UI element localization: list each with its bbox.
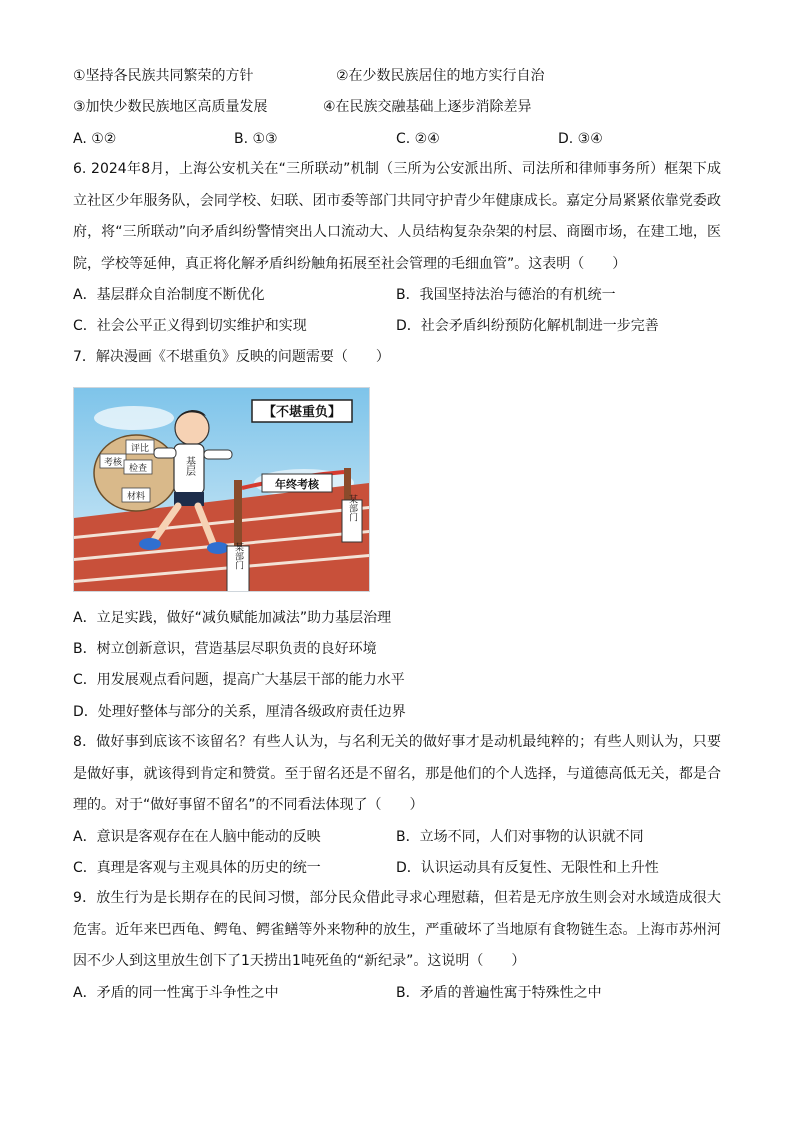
sign-right: 某部门 (347, 494, 357, 522)
bag-word-3: 检查 (128, 464, 148, 474)
q8-choice-b: B．立场不同，人们对事物的认识就不同 (396, 829, 644, 845)
q7-choice-d: D．处理好整体与部分的关系，厘清各级政府责任边界 (73, 704, 406, 720)
q6-choice-a: A．基层群众自治制度不断优化 (73, 287, 265, 303)
q8-choice-a: A．意识是客观存在在人脑中能动的反映 (73, 829, 321, 845)
cartoon-illustration (74, 388, 369, 591)
q5-option-2: ②在少数民族居住的地方实行自治 (336, 68, 545, 84)
q7-choice-a: A．立足实践，做好“减负赋能加减法”助力基层治理 (73, 610, 392, 626)
q6-choice-d: D．社会矛盾纠纷预防化解机制进一步完善 (396, 318, 659, 334)
q5-choice-a: A. ①② (73, 131, 117, 147)
q5-choice-c: C. ②④ (396, 131, 440, 147)
bag-word-2: 考核 (103, 458, 123, 468)
q6-choice-b: B．我国坚持法治与德治的有机统一 (396, 287, 616, 303)
cartoon-image (73, 387, 370, 592)
q9-choice-b: B．矛盾的普遍性寓于特殊性之中 (396, 985, 602, 1001)
q7-choice-b: B．树立创新意识，营造基层尽职负责的良好环境 (73, 641, 377, 657)
q5-choice-d: D. ③④ (558, 131, 603, 147)
bag-word-1: 评比 (130, 444, 150, 454)
q9-choice-a: A．矛盾的同一性寓于斗争性之中 (73, 985, 279, 1001)
q5-option-3: ③加快少数民族地区高质量发展 (73, 99, 268, 115)
q9-stem: 9．放生行为是长期存在的民间习惯，部分民众借此寻求心理慰藉，但若是无序放生则会对水域造成很大危害。近年来巴西龟、鳄龟、鳄雀鳝等外来物种的放生，严重破坏了当地原有食物链生态。上海市苏州河因不少人到这里放生创下了1天捞出1吨死鱼的“新纪录”。这说明（ ） (73, 890, 721, 969)
bag-word-4: 材料 (126, 492, 146, 502)
q6-stem: 6. 2024年8月，上海公安机关在“三所联动”机制（三所为公安派出所、司法所和律师事务所）框架下成立社区少年服务队，会同学校、妇联、团市委等部门共同守护青少年健康成长。嘉定分局紧紧依靠党委政府，将“三所联动”向矛盾纠纷警情突出人口流动大、人员结构复杂杂架的村层、商圈市场，在建工地，医院，学校等延伸，真正将化解矛盾纠纷触角拓展至社会管理的毛细血管”。这表明（ ） (73, 161, 721, 272)
q6-choice-c: C．社会公平正义得到切实维护和实现 (73, 318, 307, 334)
q8-stem: 8．做好事到底该不该留名？有些人认为，与名利无关的做好事才是动机最纯粹的；有些人则认为，只要是做好事，就该得到肯定和赞赏。至于留名还是不留名，那是他们的个人选择，与道德高低无关，都是合理的。对于“做好事留不留名”的不同看法体现了（ ） (73, 734, 721, 813)
q7-stem: 7．解决漫画《不堪重负》反映的问题需要（ ） (73, 349, 390, 365)
q7-choice-c: C．用发展观点看问题，提高广大基层干部的能力水平 (73, 672, 405, 688)
q5-choice-b: B. ①③ (234, 131, 278, 147)
q5-option-1: ①坚持各民族共同繁荣的方针 (73, 68, 254, 84)
q5-option-4: ④在民族交融基础上逐步消除差异 (323, 99, 532, 115)
q8-choice-c: C．真理是客观与主观具体的历史的统一 (73, 860, 321, 876)
ribbon-label: 年终考核 (275, 478, 319, 491)
cartoon-title: 【不堪重负】 (262, 405, 342, 420)
q8-choice-d: D．认识运动具有反复性、无限性和上升性 (396, 860, 659, 876)
sign-left: 某部门 (233, 542, 243, 570)
runner-shirt-label: 基层 (183, 456, 195, 476)
